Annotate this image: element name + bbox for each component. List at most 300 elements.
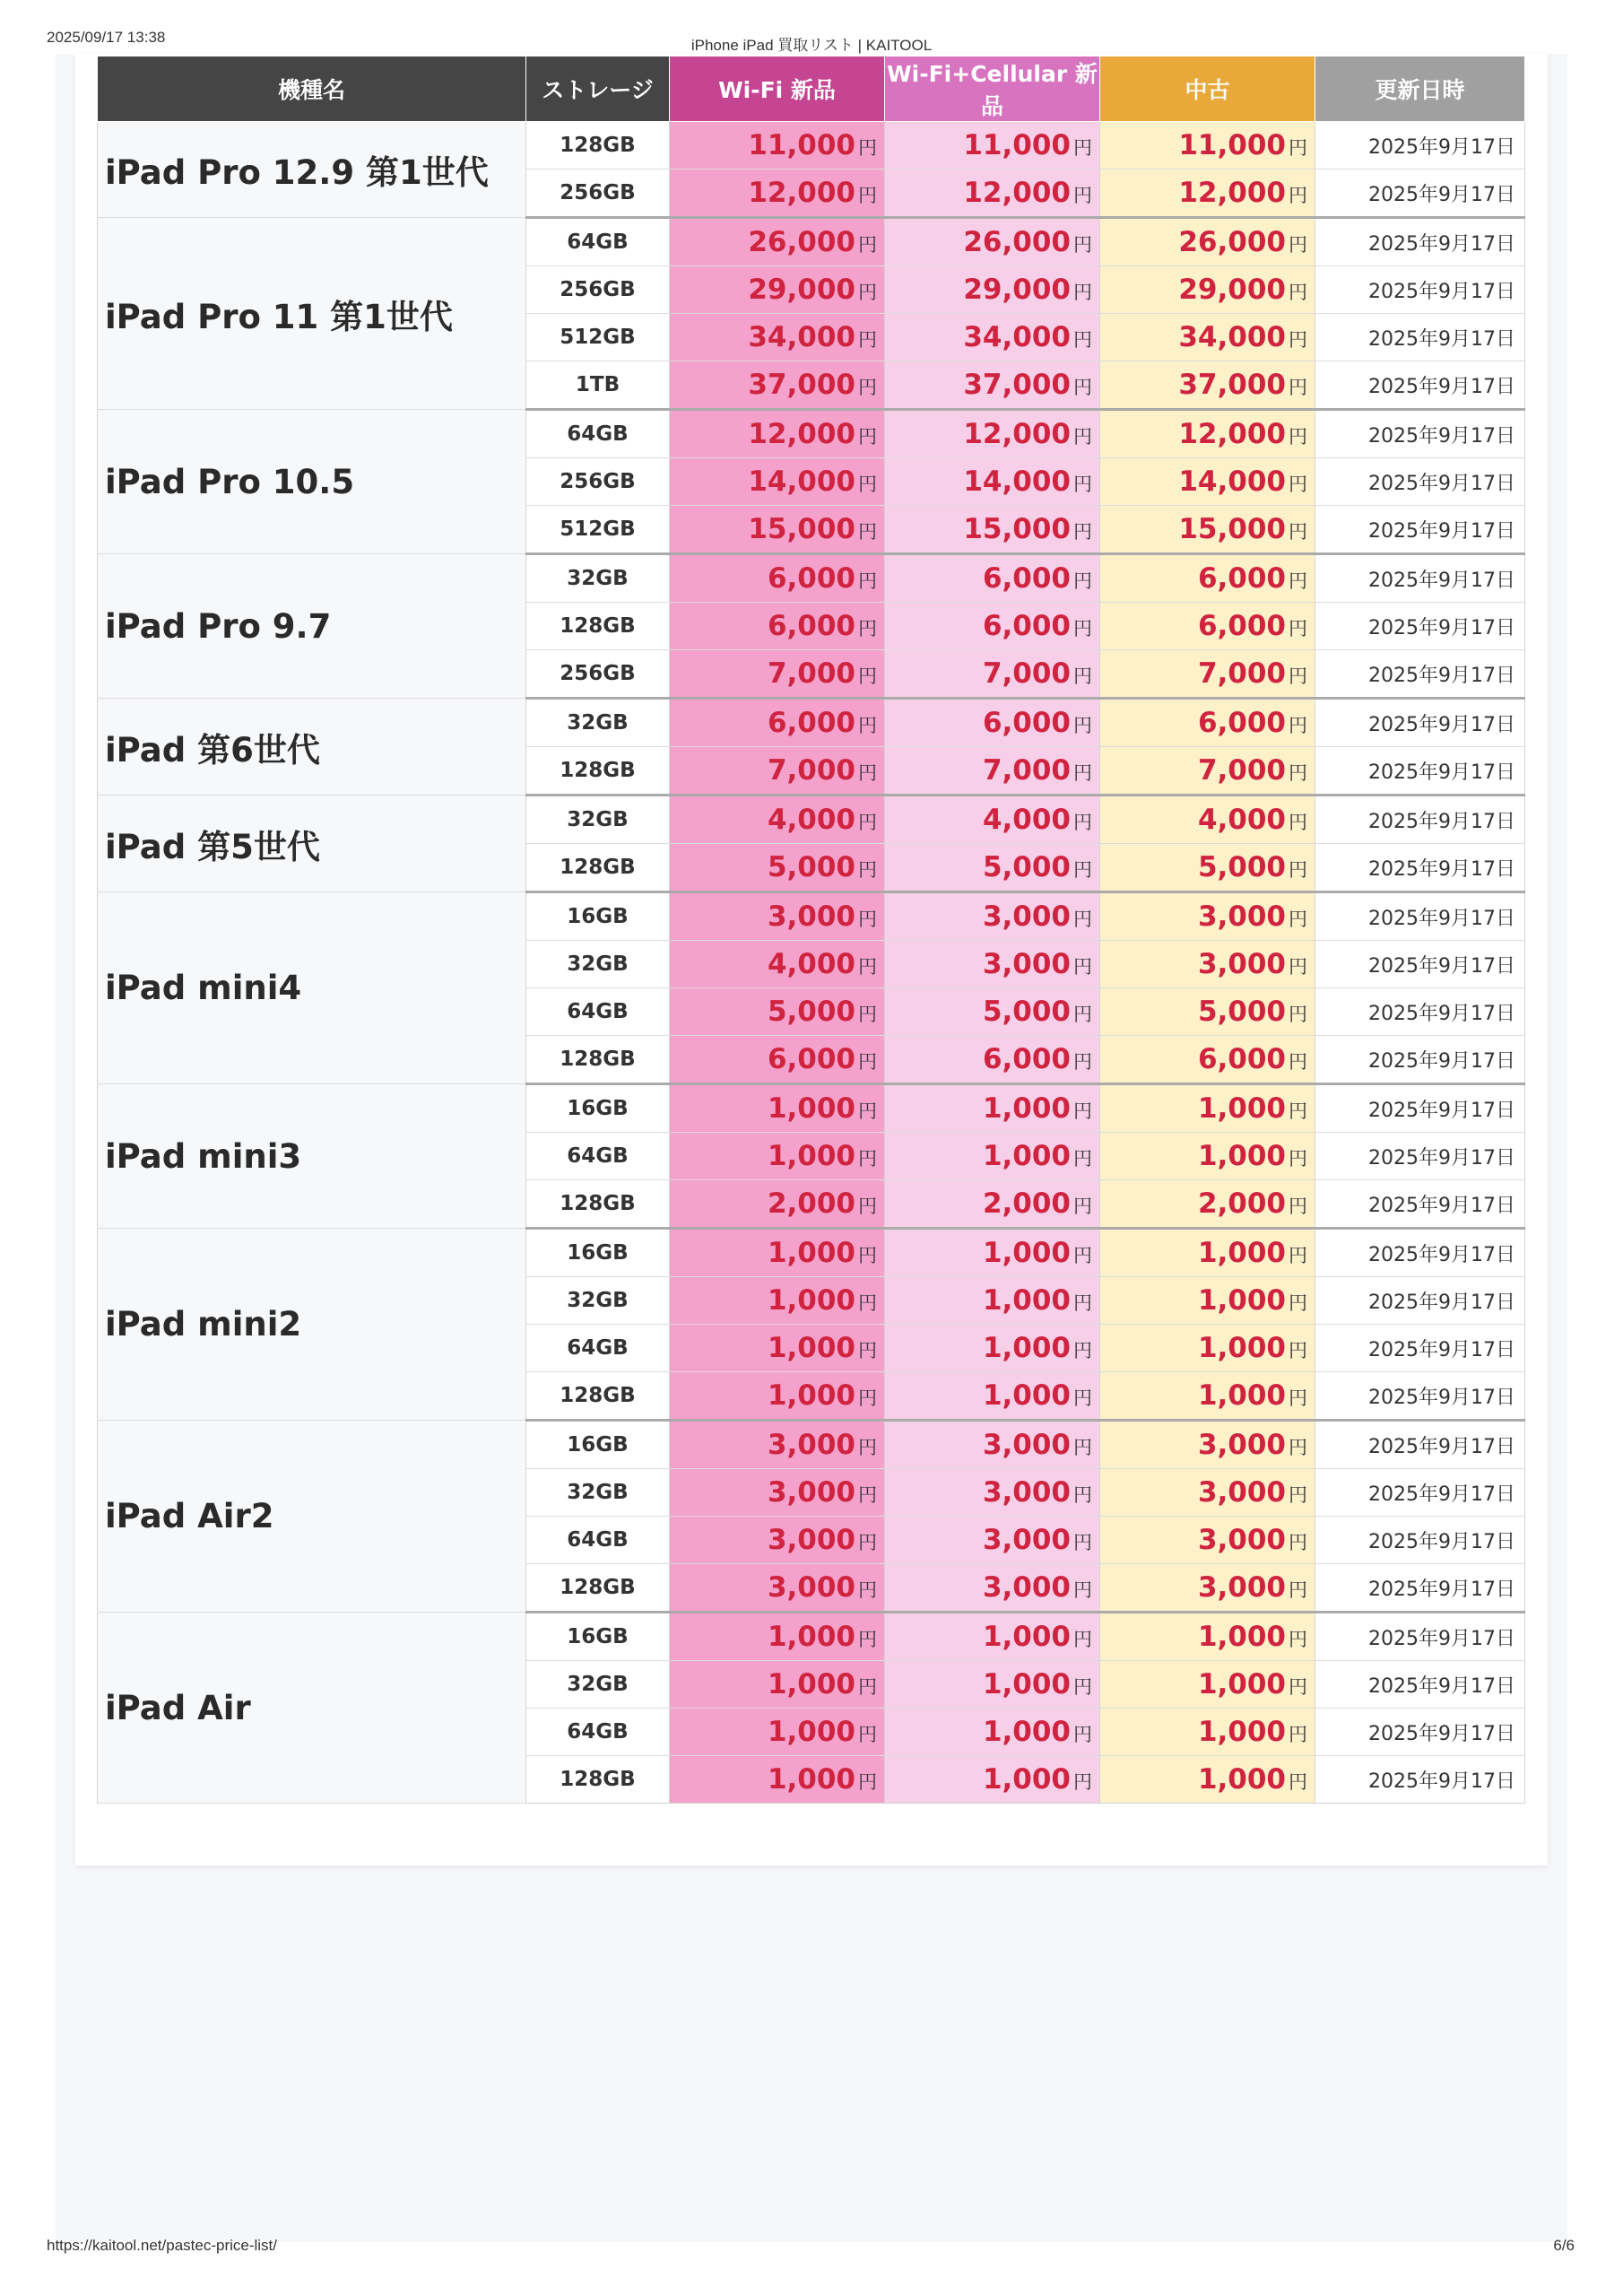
- wifi-price: [670, 941, 885, 988]
- yen-unit: 円: [1289, 859, 1307, 881]
- used-price-amount: 26,000: [1178, 226, 1286, 258]
- header-updated: 更新日時: [1315, 57, 1525, 122]
- cellular-price-amount: 6,000: [982, 562, 1071, 595]
- storage-cell: 32GB: [526, 796, 670, 844]
- yen-unit: 円: [1289, 185, 1307, 206]
- storage-cell: 128GB: [526, 1036, 670, 1084]
- cellular-price-amount: 1,000: [982, 1763, 1071, 1796]
- yen-unit: 円: [858, 1629, 877, 1650]
- wifi-price-amount: 5,000: [767, 851, 855, 883]
- cellular-price-amount: 6,000: [982, 707, 1071, 739]
- yen-unit: 円: [1073, 1629, 1092, 1650]
- cellular-price: [885, 122, 1100, 170]
- table-header-row: [98, 57, 1525, 122]
- yen-unit: 円: [1289, 1771, 1307, 1793]
- header-model: 機種名: [98, 57, 526, 122]
- yen-unit: 円: [1289, 1437, 1307, 1458]
- cellular-price-amount: 12,000: [963, 177, 1071, 209]
- yen-unit: 円: [1073, 474, 1092, 495]
- yen-unit: 円: [1289, 282, 1307, 303]
- table-row: [98, 218, 1525, 266]
- wifi-price: [670, 1277, 885, 1325]
- yen-unit: 円: [1289, 1724, 1307, 1745]
- updated-date: 2025年9月17日: [1315, 554, 1525, 603]
- used-price: [1100, 554, 1315, 603]
- yen-unit: 円: [1073, 909, 1092, 930]
- updated-date: 2025年9月17日: [1315, 1084, 1525, 1133]
- yen-unit: 円: [858, 329, 877, 351]
- used-price-amount: 1,000: [1197, 1140, 1286, 1172]
- storage-cell: 128GB: [526, 1372, 670, 1421]
- used-price-amount: 29,000: [1178, 274, 1286, 306]
- cellular-price-amount: 6,000: [982, 610, 1071, 642]
- yen-unit: 円: [858, 1340, 877, 1361]
- wifi-price-amount: 1,000: [767, 1621, 855, 1653]
- wifi-price: [670, 1517, 885, 1564]
- updated-date: 2025年9月17日: [1315, 650, 1525, 699]
- yen-unit: 円: [1073, 1676, 1092, 1698]
- wifi-price-amount: 7,000: [767, 754, 855, 787]
- yen-unit: 円: [1073, 1532, 1092, 1553]
- storage-cell: 16GB: [526, 1421, 670, 1469]
- used-price: [1100, 410, 1315, 458]
- updated-date: 2025年9月17日: [1315, 1613, 1525, 1661]
- yen-unit: 円: [1289, 618, 1307, 639]
- cellular-price-amount: 3,000: [982, 948, 1071, 980]
- yen-unit: 円: [1073, 1724, 1092, 1745]
- cellular-price: [885, 410, 1100, 458]
- yen-unit: 円: [1289, 665, 1307, 687]
- wifi-price: [670, 122, 885, 170]
- updated-date: 2025年9月17日: [1315, 1756, 1525, 1804]
- table-row: [98, 892, 1525, 941]
- yen-unit: 円: [1289, 1532, 1307, 1553]
- cellular-price: [885, 1517, 1100, 1564]
- used-price: [1100, 1756, 1315, 1804]
- updated-date: 2025年9月17日: [1315, 844, 1525, 892]
- wifi-price: [670, 1661, 885, 1709]
- cellular-price: [885, 1084, 1100, 1133]
- storage-cell: 16GB: [526, 892, 670, 941]
- used-price-amount: 1,000: [1197, 1092, 1286, 1125]
- used-price-amount: 1,000: [1197, 1763, 1286, 1796]
- wifi-price: [670, 603, 885, 650]
- wifi-price-amount: 1,000: [767, 1237, 855, 1269]
- wifi-price: [670, 699, 885, 747]
- yen-unit: 円: [1073, 1292, 1092, 1314]
- storage-cell: 32GB: [526, 699, 670, 747]
- used-price-amount: 1,000: [1197, 1284, 1286, 1317]
- updated-date: 2025年9月17日: [1315, 699, 1525, 747]
- cellular-price-amount: 1,000: [982, 1237, 1071, 1269]
- yen-unit: 円: [1289, 909, 1307, 930]
- updated-date: 2025年9月17日: [1315, 892, 1525, 941]
- cellular-price: [885, 170, 1100, 218]
- storage-cell: 32GB: [526, 1277, 670, 1325]
- used-price: [1100, 1613, 1315, 1661]
- used-price-amount: 5,000: [1197, 996, 1286, 1028]
- storage-cell: 64GB: [526, 1517, 670, 1564]
- yen-unit: 円: [858, 859, 877, 881]
- wifi-price: [670, 1180, 885, 1229]
- yen-unit: 円: [1289, 1676, 1307, 1698]
- yen-unit: 円: [858, 618, 877, 639]
- updated-date: 2025年9月17日: [1315, 314, 1525, 361]
- yen-unit: 円: [858, 762, 877, 784]
- print-page-title: iPhone iPad 買取リスト | KAITOOL: [690, 37, 933, 54]
- storage-cell: 512GB: [526, 314, 670, 361]
- storage-cell: 256GB: [526, 266, 670, 314]
- wifi-price: [670, 1613, 885, 1661]
- used-price-amount: 6,000: [1197, 1043, 1286, 1075]
- yen-unit: 円: [1073, 956, 1092, 978]
- storage-cell: 128GB: [526, 1756, 670, 1804]
- wifi-price-amount: 1,000: [767, 1092, 855, 1125]
- cellular-price: [885, 314, 1100, 361]
- cellular-price: [885, 603, 1100, 650]
- cellular-price: [885, 699, 1100, 747]
- wifi-price-amount: 1,000: [767, 1668, 855, 1700]
- yen-unit: 円: [858, 1051, 877, 1073]
- yen-unit: 円: [858, 282, 877, 303]
- yen-unit: 円: [858, 137, 877, 159]
- wifi-price-amount: 7,000: [767, 657, 855, 690]
- updated-date: 2025年9月17日: [1315, 1469, 1525, 1517]
- updated-date: 2025年9月17日: [1315, 506, 1525, 554]
- print-footer: [0, 2237, 1623, 2264]
- wifi-price: [670, 1756, 885, 1804]
- wifi-price-amount: 14,000: [748, 465, 855, 498]
- cellular-price-amount: 3,000: [982, 1476, 1071, 1509]
- updated-date: 2025年9月17日: [1315, 1517, 1525, 1564]
- yen-unit: 円: [858, 1245, 877, 1266]
- wifi-price-amount: 1,000: [767, 1379, 855, 1412]
- yen-unit: 円: [1289, 1148, 1307, 1170]
- used-price: [1100, 699, 1315, 747]
- yen-unit: 円: [858, 570, 877, 592]
- table-row: [98, 1084, 1525, 1133]
- yen-unit: 円: [858, 1724, 877, 1745]
- yen-unit: 円: [1289, 137, 1307, 159]
- wifi-price-amount: 2,000: [767, 1187, 855, 1220]
- yen-unit: 円: [858, 234, 877, 256]
- cellular-price-amount: 3,000: [982, 1429, 1071, 1461]
- yen-unit: 円: [1073, 1100, 1092, 1122]
- used-price-amount: 7,000: [1197, 754, 1286, 787]
- cellular-price: [885, 988, 1100, 1036]
- cellular-price: [885, 892, 1100, 941]
- table-row: [98, 699, 1525, 747]
- used-price: [1100, 266, 1315, 314]
- print-page-number: 6/6: [1553, 2237, 1575, 2254]
- cellular-price: [885, 361, 1100, 410]
- yen-unit: 円: [858, 377, 877, 398]
- used-price-amount: 1,000: [1197, 1379, 1286, 1412]
- wifi-price-amount: 4,000: [767, 948, 855, 980]
- wifi-price: [670, 844, 885, 892]
- storage-cell: 64GB: [526, 1133, 670, 1180]
- cellular-price-amount: 1,000: [982, 1332, 1071, 1364]
- yen-unit: 円: [1289, 1004, 1307, 1025]
- updated-date: 2025年9月17日: [1315, 747, 1525, 796]
- yen-unit: 円: [1073, 1196, 1092, 1217]
- yen-unit: 円: [858, 1100, 877, 1122]
- yen-unit: 円: [1073, 282, 1092, 303]
- cellular-price: [885, 747, 1100, 796]
- table-row: [98, 554, 1525, 603]
- model-name: iPad 第5世代: [98, 796, 526, 892]
- cellular-price-amount: 3,000: [982, 1524, 1071, 1556]
- wifi-price: [670, 506, 885, 554]
- cellular-price: [885, 554, 1100, 603]
- used-price-amount: 3,000: [1197, 1524, 1286, 1556]
- yen-unit: 円: [858, 812, 877, 833]
- yen-unit: 円: [1289, 812, 1307, 833]
- print-header: [0, 27, 1623, 54]
- cellular-price: [885, 1036, 1100, 1084]
- used-price-amount: 6,000: [1197, 610, 1286, 642]
- used-price: [1100, 1661, 1315, 1709]
- used-price: [1100, 988, 1315, 1036]
- yen-unit: 円: [858, 521, 877, 543]
- storage-cell: 1TB: [526, 361, 670, 410]
- used-price: [1100, 458, 1315, 506]
- updated-date: 2025年9月17日: [1315, 410, 1525, 458]
- used-price-amount: 6,000: [1197, 707, 1286, 739]
- used-price-amount: 7,000: [1197, 657, 1286, 690]
- updated-date: 2025年9月17日: [1315, 266, 1525, 314]
- used-price-amount: 12,000: [1178, 418, 1286, 450]
- yen-unit: 円: [1073, 1771, 1092, 1793]
- model-name: iPad Pro 10.5: [98, 410, 526, 554]
- yen-unit: 円: [1073, 1004, 1092, 1025]
- yen-unit: 円: [858, 909, 877, 930]
- yen-unit: 円: [858, 1579, 877, 1601]
- cellular-price: [885, 1709, 1100, 1756]
- used-price: [1100, 122, 1315, 170]
- wifi-price: [670, 1564, 885, 1613]
- cellular-price-amount: 4,000: [982, 804, 1071, 836]
- wifi-price-amount: 6,000: [767, 562, 855, 595]
- yen-unit: 円: [1289, 1629, 1307, 1650]
- yen-unit: 円: [1073, 1148, 1092, 1170]
- used-price: [1100, 506, 1315, 554]
- yen-unit: 円: [858, 1676, 877, 1698]
- updated-date: 2025年9月17日: [1315, 1180, 1525, 1229]
- yen-unit: 円: [1289, 1051, 1307, 1073]
- yen-unit: 円: [1073, 812, 1092, 833]
- price-table-body: [98, 122, 1525, 1804]
- used-price: [1100, 1229, 1315, 1277]
- yen-unit: 円: [858, 1004, 877, 1025]
- yen-unit: 円: [1073, 185, 1092, 206]
- cellular-price-amount: 7,000: [982, 754, 1071, 787]
- wifi-price: [670, 796, 885, 844]
- wifi-price-amount: 12,000: [748, 177, 855, 209]
- yen-unit: 円: [1289, 1196, 1307, 1217]
- cellular-price-amount: 7,000: [982, 657, 1071, 690]
- yen-unit: 円: [1289, 426, 1307, 448]
- used-price-amount: 6,000: [1197, 562, 1286, 595]
- wifi-price-amount: 6,000: [767, 610, 855, 642]
- storage-cell: 16GB: [526, 1613, 670, 1661]
- wifi-price: [670, 1229, 885, 1277]
- yen-unit: 円: [1073, 1579, 1092, 1601]
- cellular-price: [885, 1564, 1100, 1613]
- yen-unit: 円: [1073, 665, 1092, 687]
- yen-unit: 円: [858, 1532, 877, 1553]
- wifi-price-amount: 1,000: [767, 1332, 855, 1364]
- used-price: [1100, 844, 1315, 892]
- wifi-price: [670, 988, 885, 1036]
- used-price: [1100, 1180, 1315, 1229]
- wifi-price: [670, 892, 885, 941]
- used-price: [1100, 892, 1315, 941]
- cellular-price: [885, 1421, 1100, 1469]
- used-price: [1100, 941, 1315, 988]
- used-price: [1100, 603, 1315, 650]
- used-price: [1100, 1469, 1315, 1517]
- cellular-price: [885, 796, 1100, 844]
- table-row: [98, 1421, 1525, 1469]
- wifi-price: [670, 1709, 885, 1756]
- cellular-price-amount: 2,000: [982, 1187, 1071, 1220]
- yen-unit: 円: [1073, 859, 1092, 881]
- yen-unit: 円: [858, 1771, 877, 1793]
- wifi-price: [670, 1133, 885, 1180]
- model-name: iPad Pro 9.7: [98, 554, 526, 699]
- yen-unit: 円: [1289, 521, 1307, 543]
- used-price: [1100, 1372, 1315, 1421]
- cellular-price-amount: 1,000: [982, 1621, 1071, 1653]
- wifi-price: [670, 1036, 885, 1084]
- wifi-price-amount: 1,000: [767, 1716, 855, 1748]
- cellular-price-amount: 12,000: [963, 418, 1071, 450]
- wifi-price-amount: 37,000: [748, 369, 855, 401]
- cellular-price: [885, 1133, 1100, 1180]
- yen-unit: 円: [1073, 1437, 1092, 1458]
- table-row: [98, 796, 1525, 844]
- cellular-price-amount: 6,000: [982, 1043, 1071, 1075]
- wifi-price: [670, 1084, 885, 1133]
- storage-cell: 64GB: [526, 988, 670, 1036]
- print-timestamp: 2025/09/17 13:38: [47, 29, 166, 46]
- cellular-price: [885, 941, 1100, 988]
- used-price: [1100, 1084, 1315, 1133]
- wifi-price-amount: 5,000: [767, 996, 855, 1028]
- updated-date: 2025年9月17日: [1315, 1564, 1525, 1613]
- wifi-price: [670, 1421, 885, 1469]
- yen-unit: 円: [1289, 956, 1307, 978]
- yen-unit: 円: [1073, 762, 1092, 784]
- cellular-price: [885, 650, 1100, 699]
- yen-unit: 円: [858, 665, 877, 687]
- yen-unit: 円: [1073, 1340, 1092, 1361]
- used-price: [1100, 1036, 1315, 1084]
- used-price-amount: 11,000: [1178, 129, 1286, 161]
- yen-unit: 円: [1289, 377, 1307, 398]
- used-price: [1100, 314, 1315, 361]
- updated-date: 2025年9月17日: [1315, 1229, 1525, 1277]
- cellular-price-amount: 26,000: [963, 226, 1071, 258]
- cellular-price-amount: 3,000: [982, 900, 1071, 933]
- storage-cell: 64GB: [526, 1709, 670, 1756]
- cellular-price-amount: 14,000: [963, 465, 1071, 498]
- used-price-amount: 3,000: [1197, 900, 1286, 933]
- storage-cell: 128GB: [526, 1564, 670, 1613]
- used-price-amount: 2,000: [1197, 1187, 1286, 1220]
- updated-date: 2025年9月17日: [1315, 1661, 1525, 1709]
- wifi-price-amount: 4,000: [767, 804, 855, 836]
- used-price-amount: 34,000: [1178, 321, 1286, 353]
- cellular-price: [885, 1277, 1100, 1325]
- cellular-price: [885, 844, 1100, 892]
- yen-unit: 円: [1073, 1484, 1092, 1506]
- cellular-price-amount: 37,000: [963, 369, 1071, 401]
- wifi-price-amount: 34,000: [748, 321, 855, 353]
- model-name: iPad mini4: [98, 892, 526, 1084]
- yen-unit: 円: [1073, 521, 1092, 543]
- yen-unit: 円: [858, 1437, 877, 1458]
- used-price: [1100, 747, 1315, 796]
- cellular-price: [885, 1180, 1100, 1229]
- model-name: iPad mini2: [98, 1229, 526, 1421]
- yen-unit: 円: [1073, 1245, 1092, 1266]
- model-name: iPad 第6世代: [98, 699, 526, 796]
- cellular-price-amount: 1,000: [982, 1716, 1071, 1748]
- updated-date: 2025年9月17日: [1315, 1133, 1525, 1180]
- yen-unit: 円: [1073, 1051, 1092, 1073]
- cellular-price-amount: 1,000: [982, 1668, 1071, 1700]
- updated-date: 2025年9月17日: [1315, 1421, 1525, 1469]
- used-price: [1100, 361, 1315, 410]
- updated-date: 2025年9月17日: [1315, 361, 1525, 410]
- used-price: [1100, 1133, 1315, 1180]
- yen-unit: 円: [1073, 234, 1092, 256]
- storage-cell: 128GB: [526, 603, 670, 650]
- yen-unit: 円: [1289, 234, 1307, 256]
- header-cellular-new: Wi-Fi+Cellular 新品: [885, 57, 1100, 122]
- used-price: [1100, 1277, 1315, 1325]
- cellular-price: [885, 1756, 1100, 1804]
- cellular-price-amount: 15,000: [963, 513, 1071, 545]
- wifi-price: [670, 747, 885, 796]
- yen-unit: 円: [1289, 1100, 1307, 1122]
- cellular-price-amount: 1,000: [982, 1140, 1071, 1172]
- storage-cell: 512GB: [526, 506, 670, 554]
- price-table: [97, 56, 1525, 1804]
- updated-date: 2025年9月17日: [1315, 1372, 1525, 1421]
- cellular-price: [885, 1469, 1100, 1517]
- used-price-amount: 1,000: [1197, 1332, 1286, 1364]
- used-price: [1100, 170, 1315, 218]
- yen-unit: 円: [1289, 1340, 1307, 1361]
- cellular-price: [885, 506, 1100, 554]
- cellular-price: [885, 1613, 1100, 1661]
- updated-date: 2025年9月17日: [1315, 941, 1525, 988]
- used-price-amount: 12,000: [1178, 177, 1286, 209]
- storage-cell: 128GB: [526, 1180, 670, 1229]
- used-price: [1100, 1517, 1315, 1564]
- cellular-price-amount: 5,000: [982, 996, 1071, 1028]
- header-storage: ストレージ: [526, 57, 670, 122]
- wifi-price-amount: 3,000: [767, 1524, 855, 1556]
- yen-unit: 円: [1073, 377, 1092, 398]
- header-used: 中古: [1100, 57, 1315, 122]
- header-wifi-new: Wi-Fi 新品: [670, 57, 885, 122]
- yen-unit: 円: [1289, 1245, 1307, 1266]
- model-name: iPad Pro 12.9 第1世代: [98, 122, 526, 218]
